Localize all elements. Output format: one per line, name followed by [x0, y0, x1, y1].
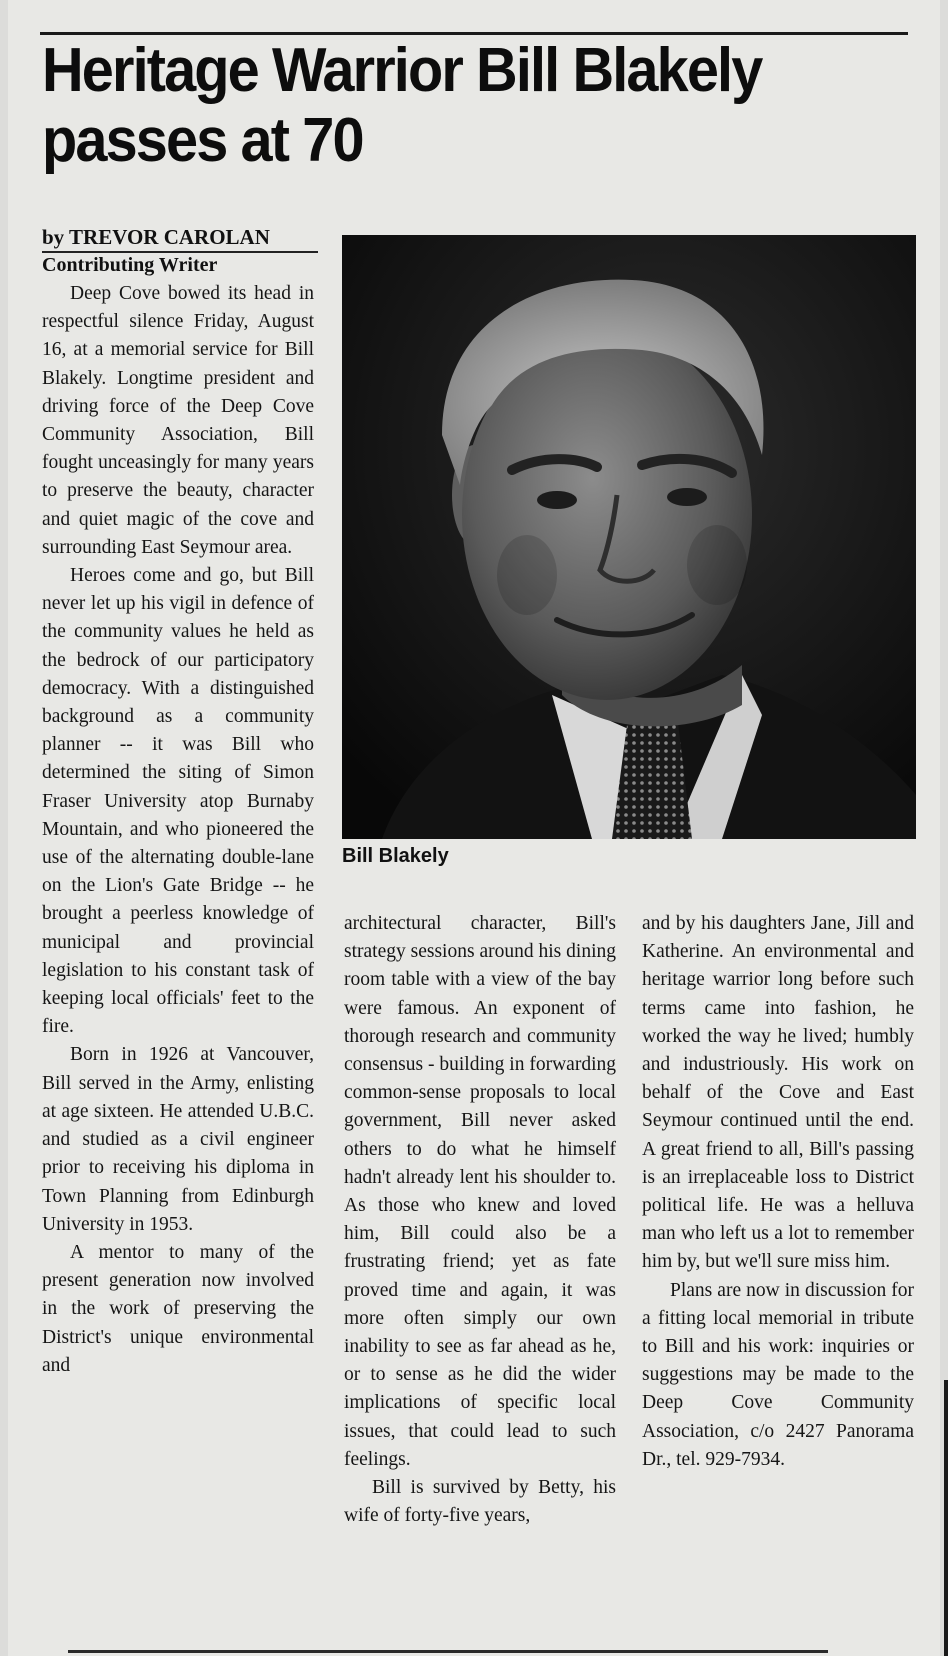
newspaper-page — [8, 0, 940, 1656]
article-column-3 — [642, 910, 914, 1474]
portrait-illustration — [342, 235, 916, 839]
byline-role: Contributing Writer — [42, 254, 218, 276]
article-headline: Heritage Warrior Bill Blakely passes at 70 — [42, 36, 762, 175]
column-3-paragraph: and by his daughters Jane, Jill and Katherine. An environmental and heritage warrior long before such terms came into fashion, he worked the way he lived; humbly and industriously. His work on behalf of the Cove and East Seymour continued until the end. A great friend to all, Bill's passing is an irreplaceable loss to District political life. He was a helluva man who left us a lot to remember him by, but we'll sure miss him. — [642, 913, 914, 1273]
headline-top-rule — [40, 32, 908, 35]
column-2-paragraph: Bill is survived by Betty, his wife of forty-five years, — [344, 1477, 616, 1527]
column-1-paragraph: Heroes come and go, but Bill never let up his vigil in defence of the community values he held as the bedrock of our participatory democracy. With a distinguished background as a community planner -- it was Bill who determined the siting of Simon Fraser University atop Burnaby Mountain, and who pioneered the use of the alternating double-lane on the Lion's Gate Bridge -- he brought a peerless knowledge of municipal and provincial legislation to his constant task of keeping local officials' feet to the fire. — [42, 565, 314, 1038]
article-column-1 — [42, 280, 314, 1380]
column-3-paragraph: Plans are now in discussion for a fitting local memorial in tribute to Bill and his work: inquiries or suggestions may be made to the Deep Cove Community Association, c/o 2427 Panorama Dr., tel. 929-7934. — [642, 1279, 914, 1470]
photo-caption: Bill Blakely — [342, 845, 449, 867]
column-1-paragraph: Born in 1926 at Vancouver, Bill served in the Army, enlisting at age sixteen. He attended U.B.C. and studied as a civil engineer prior to receiving his diploma in Town Planning from Edinburgh University in 1953. — [42, 1044, 314, 1235]
bottom-rule — [68, 1650, 828, 1653]
article-column-2 — [344, 910, 616, 1530]
page-edge-mark — [944, 1380, 948, 1656]
column-1-paragraph: A mentor to many of the present generation now involved in the work of preserving the District's unique environmental and — [42, 1241, 314, 1376]
column-2-paragraph: architectural character, Bill's strategy sessions around his dining room table with a view of the bay were famous. An exponent of thorough research and community consensus - building in forwarding common-sense proposals to local government, Bill never asked others to do what he himself hadn't already lent his shoulder to. As those who knew and loved him, Bill could also be a frustrating friend; yet as fate proved time and again, it was more often simply our own inability to see as far ahead as he, or to sense as he did the wider implications of specific local issues, that could lead to such feelings. — [344, 913, 616, 1470]
article-byline: by TREVOR CAROLAN — [42, 225, 270, 249]
portrait-photo — [342, 235, 916, 839]
column-1-paragraph: Deep Cove bowed its head in respectful silence Friday, August 16, at a memorial service for Bill Blakely. Longtime president and driving force of the Deep Cove Community Association, Bill fought unceasingly for many years to preserve the beauty, character and quiet magic of the cove and surrounding East Seymour area. — [42, 283, 314, 558]
